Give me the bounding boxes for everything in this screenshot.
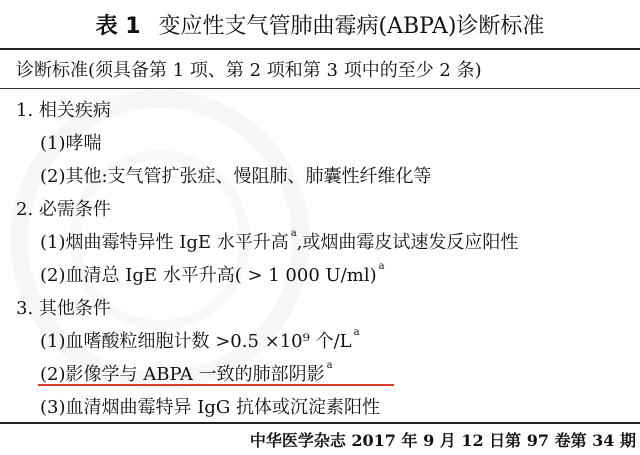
section-heading-1: 1. 相关疾病 bbox=[16, 99, 111, 121]
list-item-highlighted: (2)影像学与 ABPA 一致的肺部阴影 $^a$ bbox=[0, 356, 640, 389]
footnote-mark: a bbox=[353, 327, 360, 338]
list-item: (2)其他:支气管扩张症、慢阻肺、肺囊性纤维化等 bbox=[40, 165, 432, 187]
table-header: 诊断标准(须具备第 1 项、第 2 项和第 3 项中的至少 2 条) bbox=[16, 60, 482, 81]
list-item: (1)烟曲霉特异性 IgE 水平升高 $^a$ ,或烟曲霉皮试速发反应阳性 bbox=[40, 228, 519, 253]
criteria-list bbox=[0, 92, 640, 422]
list-item: (3)血清烟曲霉特异 IgG 抗体或沉淀素阳性 bbox=[40, 396, 380, 418]
table-title-text: 变应性支气管肺曲霉病(ABPA)诊断标准 bbox=[158, 13, 545, 39]
footnote-mark: a bbox=[378, 261, 385, 272]
table-title bbox=[0, 4, 640, 44]
section-heading-2: 2. 必需条件 bbox=[16, 198, 111, 220]
source-citation: 中华医学杂志 2017 年 9 月 12 日第 97 卷第 34 期 bbox=[249, 430, 636, 450]
footnote-mark: a bbox=[290, 228, 297, 239]
red-underline bbox=[38, 384, 394, 386]
list-item: (1)血嗜酸粒细胞计数 >0.5 ×10⁹ 个/L $^a$ bbox=[40, 327, 360, 352]
header-rule bbox=[0, 88, 640, 89]
footnote-mark: a bbox=[326, 360, 333, 371]
bottom-rule bbox=[0, 422, 640, 424]
list-item: (1)哮喘 bbox=[40, 132, 102, 154]
top-rule bbox=[0, 48, 640, 50]
section-heading-3: 3. 其他条件 bbox=[16, 297, 111, 319]
list-item: (2)血清总 IgE 水平升高( > 1 000 U/ml) $^a$ bbox=[40, 261, 385, 286]
table-number: 表 1 bbox=[95, 13, 141, 39]
